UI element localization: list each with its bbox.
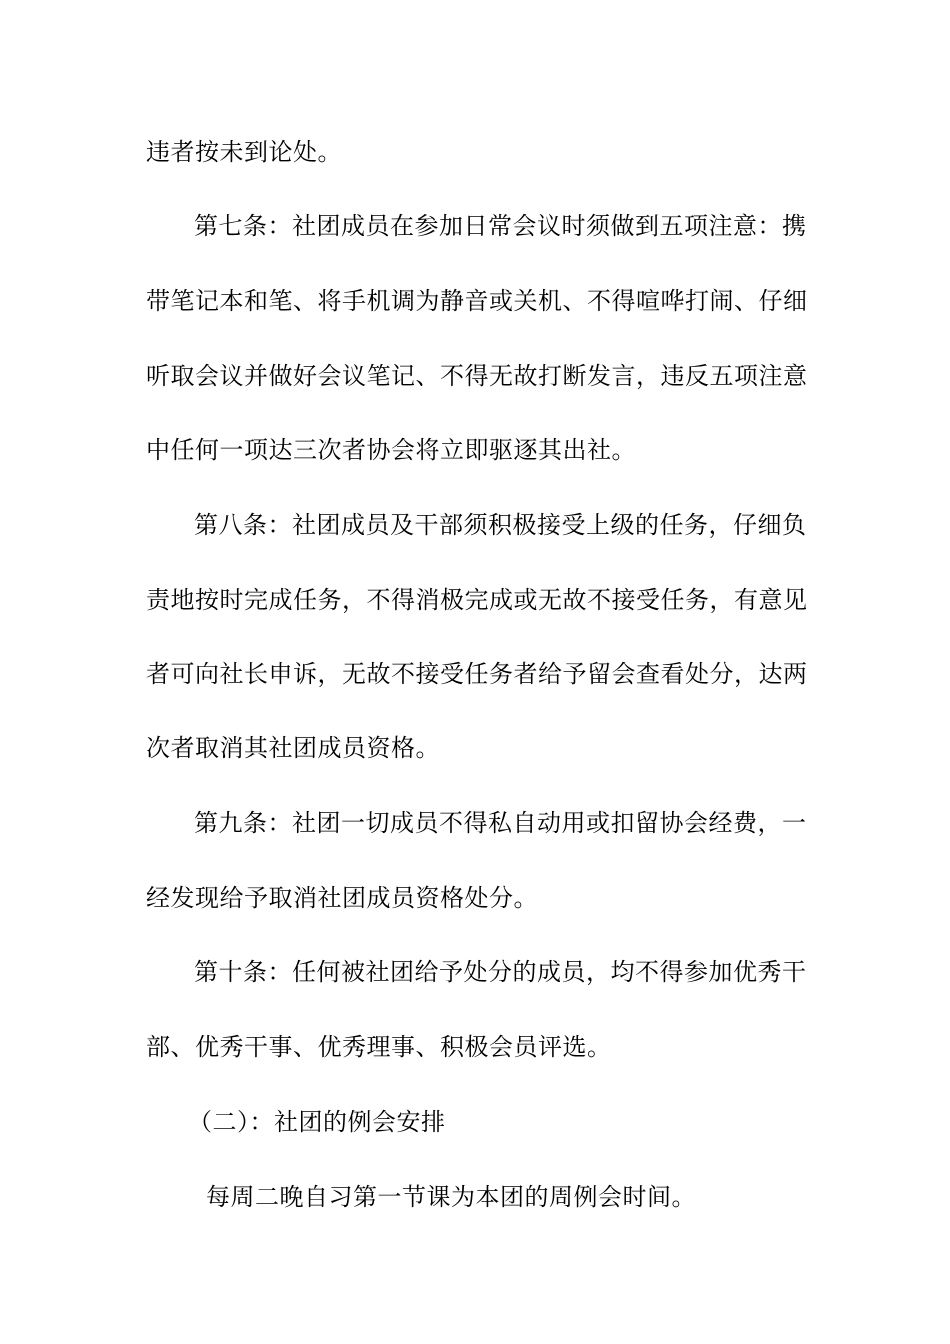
text-line: 听取会议并做好会议笔记、不得无故打断发言，违反五项注意	[146, 362, 808, 390]
text-line: 带笔记本和笔、将手机调为静音或关机、不得喧哗打闹、仔细	[146, 287, 808, 315]
text-line: 违者按未到论处。	[146, 138, 342, 166]
meeting-schedule-text: 每周二晚自习第一节课为本团的周例会时间。	[206, 1183, 696, 1211]
text-line: 经发现给予取消社团成员资格处分。	[146, 884, 538, 912]
section-heading: （二）：社团的例会安排	[188, 1108, 446, 1136]
article-7-line: 第七条：社团成员在参加日常会议时须做到五项注意：携	[194, 212, 807, 240]
article-10-line: 第十条：任何被社团给予处分的成员，均不得参加优秀干	[194, 958, 807, 986]
text-line: 责地按时完成任务，不得消极完成或无故不接受任务，有意见	[146, 586, 808, 614]
text-line: 次者取消其社团成员资格。	[146, 734, 440, 762]
text-line: 部、优秀干事、优秀理事、积极会员评选。	[146, 1033, 612, 1061]
article-9-line: 第九条：社团一切成员不得私自动用或扣留协会经费，一	[194, 809, 807, 837]
article-8-line: 第八条：社团成员及干部须积极接受上级的任务，仔细负	[194, 511, 807, 539]
text-line: 者可向社长申诉，无故不接受任务者给予留会查看处分，达两	[146, 660, 808, 688]
text-line: 中任何一项达三次者协会将立即驱逐其出社。	[146, 436, 636, 464]
